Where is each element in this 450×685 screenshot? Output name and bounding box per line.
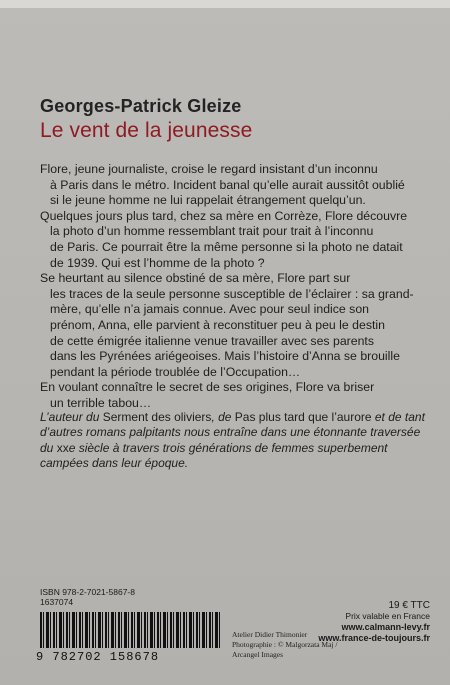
summary-text: [40, 162, 440, 412]
barcode-number: 9 782702 158678: [36, 650, 160, 664]
blurb-text: L’auteur du: [40, 410, 103, 424]
blurb-text: e siècle à travers trois générations de femmes superbement campées dans leur époque.: [40, 440, 388, 471]
summary-line: mère, qu’elle n’a jamais connue. Avec pour seul indice son: [50, 302, 369, 317]
summary-line: si le jeune homme ne lui rappelait étrangement quelqu’un.: [50, 193, 366, 208]
credit-photo: Photographie : © Malgorzata Maj /: [232, 640, 338, 649]
summary-line: Quelques jours plus tard, chez sa mère en Corrèze, Flore découvre: [40, 208, 408, 223]
summary-line: Flore, jeune journaliste, croise le regard insistant d’un inconnu: [40, 162, 378, 176]
blurb-book-title: Pas plus tard que l’aurore: [234, 410, 372, 424]
summary-line: prénom, Anna, elle parvient à reconstituer peu à peu le destin: [50, 317, 385, 332]
summary-line: dans les Pyrénées ariégeoises. Mais l’histoire d’Anna se brouille: [50, 349, 400, 364]
blurb-text: , de: [211, 410, 235, 424]
summary-line: Se heurtant au silence obstiné de sa mère, Flore part sur: [40, 271, 351, 286]
summary-line: à Paris dans le métro. Incident banal qu’elle aurait aussitôt oublié: [50, 177, 405, 192]
reference-code: 1637074: [40, 597, 74, 607]
blurb-century: xx: [56, 440, 69, 455]
publisher-website: www.calmann-levy.fr: [341, 622, 430, 632]
credit-agency: Arcangel Images: [232, 650, 284, 659]
price-note: Prix valable en France: [345, 611, 430, 621]
price: 19 € TTC: [388, 600, 430, 611]
summary-line: la photo d’un homme ressemblant trait pour trait à l’inconnu: [50, 224, 374, 239]
summary-line: de Paris. Ce pourrait être la même personne si la photo ne datait: [50, 239, 403, 254]
summary-line: de cette émigrée italienne venue travailler avec ses parents: [50, 333, 375, 348]
isbn-block: [40, 587, 135, 607]
summary-line: les traces de la seule personne susceptible de l’éclairer : sa grand-: [50, 286, 414, 301]
book-title: Le vent de la jeunesse: [40, 119, 253, 142]
summary-line: pendant la période troublée de l’Occupation…: [50, 364, 301, 379]
isbn: ISBN 978-2-7021-5867-8: [40, 587, 135, 597]
summary-line: un terrible tabou…: [50, 395, 152, 410]
summary-line: de 1939. Qui est l’homme de la photo ?: [50, 255, 265, 270]
top-strip: [0, 0, 450, 8]
blurb-text: et de tant d’autres romans palpitants nous entraîne dans une étonnante traversée du: [40, 410, 425, 455]
author-name: Georges-Patrick Gleize: [40, 96, 242, 116]
collection-website: www.france-de-toujours.fr: [318, 633, 430, 643]
summary-line: En voulant connaître le secret de ses origines, Flore va briser: [40, 380, 375, 395]
author-blurb: [40, 410, 435, 472]
blurb-book-title: Serment des oliviers: [102, 410, 212, 424]
barcode: [40, 612, 220, 648]
credit-design: Atelier Didier Thimonier: [232, 630, 308, 639]
price-block: [318, 600, 430, 644]
